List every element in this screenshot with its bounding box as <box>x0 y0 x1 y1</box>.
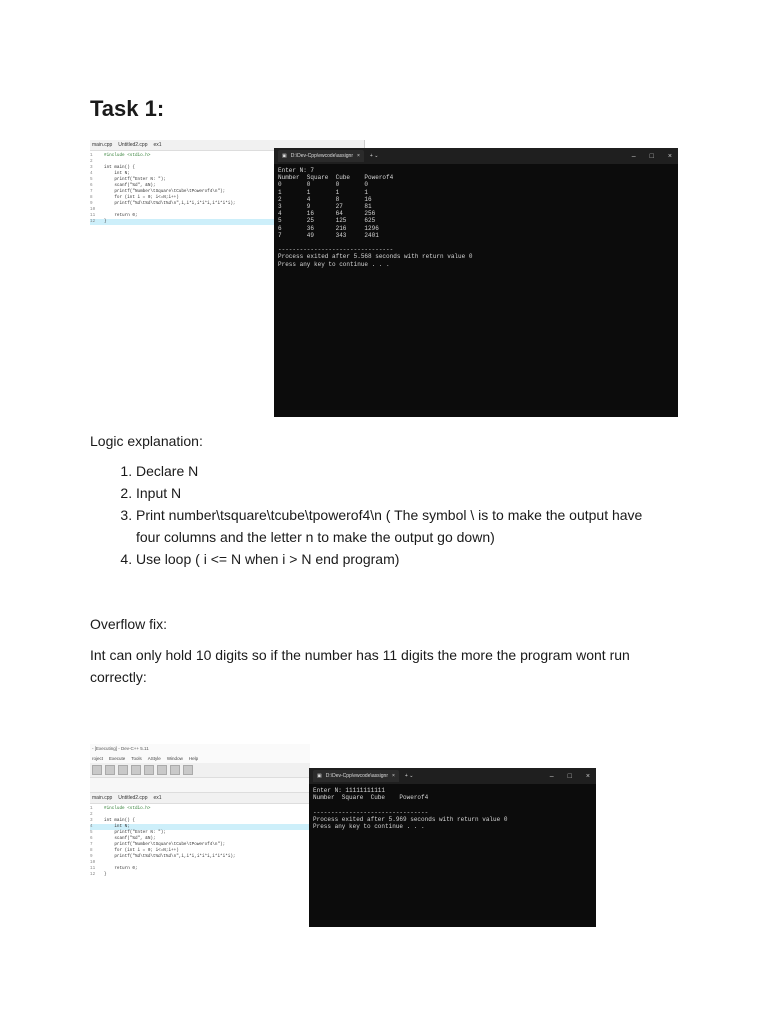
code-text: scanf("%d", &N); <box>104 836 156 841</box>
tab-untitled2[interactable]: Untitled2.cpp <box>118 795 148 801</box>
menu-tools[interactable]: Tools <box>131 756 142 761</box>
line-number: 12 <box>90 219 96 224</box>
maximize-icon[interactable]: □ <box>567 772 572 780</box>
line-number: 9 <box>90 201 93 206</box>
minimize-icon[interactable]: – <box>549 772 554 780</box>
code-text: printf("Number\tSquare\tCube\tPowerof4\n"); <box>104 189 226 194</box>
code-line <box>90 872 310 878</box>
editor-tabs <box>90 793 310 804</box>
line-number: 1 <box>90 153 93 158</box>
tab-main[interactable]: main.cpp <box>92 142 113 148</box>
page-title: Task 1: <box>90 96 165 121</box>
code-text: return 0; <box>104 213 138 218</box>
terminal-icon: ▣ <box>317 773 322 779</box>
terminal-window-2 <box>309 768 596 927</box>
list-item: 2. Input N <box>136 482 657 504</box>
overflow-text: Int can only hold 10 digits so if the number has 11 digits the more the program wont run correctly: <box>90 647 630 685</box>
code-text: #include <stdio.h> <box>104 806 151 811</box>
tab-ex1[interactable]: ex1 <box>153 795 162 801</box>
logic-heading: Logic explanation: <box>90 433 203 449</box>
terminal-output-1: Enter N: 7 Number Square Cube Powerof4 0 0 0 0 1 1 1 1 2 4 8 16 3 9 27 81 4 16 64 256 5 25 125 625 6 36 216 1296 7 49 343 2401 -------------------------------- Process exited after 5.568 seconds with return value 0 Press any key to continue . . . <box>278 167 473 268</box>
line-number: 7 <box>90 189 93 194</box>
code-text: return 0; <box>104 866 138 871</box>
code-text: int N; <box>104 824 130 829</box>
line-number: 5 <box>90 830 93 835</box>
code-text: printf("Enter N: "); <box>104 830 166 835</box>
toolbar-button[interactable] <box>92 765 102 775</box>
code-text: int main() { <box>104 818 135 823</box>
list-item: 4. Use loop ( i <= N when i > N end program) <box>136 548 657 570</box>
minimize-icon[interactable]: – <box>631 152 636 160</box>
line-number: 11 <box>90 866 96 871</box>
toolbar-button[interactable] <box>170 765 180 775</box>
menu-project[interactable]: roject <box>92 756 104 761</box>
toolbar-button[interactable] <box>131 765 141 775</box>
tab-main[interactable]: main.cpp <box>92 795 113 801</box>
line-number: 12 <box>90 872 96 877</box>
toolbar-button[interactable] <box>118 765 128 775</box>
tab-ex1[interactable]: ex1 <box>153 142 162 148</box>
maximize-icon[interactable]: □ <box>649 152 654 160</box>
menu-help[interactable]: Help <box>188 756 199 761</box>
toolbar-button[interactable] <box>105 765 115 775</box>
new-tab-icon[interactable]: + ⌄ <box>369 153 379 159</box>
toolbar-button[interactable] <box>157 765 167 775</box>
terminal-tab[interactable]: ▣ D:\Dev-Cpp\ewcode\assignr × <box>313 770 399 782</box>
ide-editor-2 <box>90 744 310 927</box>
terminal-icon: ▣ <box>282 153 287 159</box>
line-number: 6 <box>90 836 93 841</box>
toolbar-row-2 <box>90 778 310 793</box>
line-number: 8 <box>90 195 93 200</box>
line-number: 3 <box>90 818 93 823</box>
line-number: 2 <box>90 159 93 164</box>
code-text: } <box>104 219 107 224</box>
code-text: printf("%d\t%d\t%d\t%d\n",i,i*i,i*i*i,i*i*i*i); <box>104 854 236 859</box>
close-tab-icon[interactable]: × <box>356 153 360 159</box>
line-number: 6 <box>90 183 93 188</box>
menu-bar <box>90 754 310 763</box>
code-text: #include <stdio.h> <box>104 153 151 158</box>
toolbar-button[interactable] <box>183 765 193 775</box>
menu-execute[interactable]: Execute <box>109 756 126 761</box>
code-text: printf("Enter N: "); <box>104 177 166 182</box>
line-number: 2 <box>90 812 93 817</box>
menu-astyle[interactable]: AStyle <box>147 756 161 761</box>
code-text: for (int i = 0; i<=N;i++) <box>104 848 179 853</box>
new-tab-icon[interactable]: + ⌄ <box>404 773 414 779</box>
terminal-output-2: Enter N: 11111111111 Number Square Cube Powerof4 -------------------------------- Process exited after 5.969 seconds with return value 0 Press any key to continue . . . <box>313 787 508 831</box>
list-item: 3. Print number\tsquare\tcube\tpowerof4\n ( The symbol \ is to make the output have four columns and the letter n to make the output go down) <box>136 504 657 548</box>
ide-toolbar <box>90 763 310 778</box>
line-number: 10 <box>90 860 96 865</box>
list-item: 1. Declare N <box>136 460 657 482</box>
window-controls <box>632 153 678 160</box>
line-number: 1 <box>90 806 93 811</box>
line-number: 10 <box>90 207 96 212</box>
terminal-titlebar <box>274 148 678 164</box>
window-controls <box>550 773 596 780</box>
line-number: 3 <box>90 165 93 170</box>
terminal-tab[interactable]: ▣ D:\Dev-Cpp\ewcode\assignr × <box>278 150 364 162</box>
menu-window[interactable]: Window <box>166 756 183 761</box>
toolbar-button[interactable] <box>144 765 154 775</box>
ide-window-title: - [Executing] - Dev-C++ 5.11 <box>90 744 310 754</box>
screenshot-2 <box>90 744 596 927</box>
code-text: scanf("%d", &N); <box>104 183 156 188</box>
code-text: int N; <box>104 171 130 176</box>
screenshot-1 <box>90 140 678 417</box>
close-icon[interactable]: × <box>667 152 672 160</box>
line-number: 5 <box>90 177 93 182</box>
close-tab-icon[interactable]: × <box>391 773 395 779</box>
terminal-window-1 <box>274 148 678 417</box>
code-text: } <box>104 872 107 877</box>
line-number: 11 <box>90 213 96 218</box>
code-text: for (int i = 0; i<=N;i++) <box>104 195 179 200</box>
line-number: 7 <box>90 842 93 847</box>
code-text: printf("Number\tSquare\tCube\tPowerof4\n"); <box>104 842 226 847</box>
code-block-2 <box>90 804 310 878</box>
code-text: int main() { <box>104 165 135 170</box>
line-number: 4 <box>90 171 93 176</box>
line-number: 8 <box>90 848 93 853</box>
terminal-titlebar <box>309 768 596 784</box>
overflow-heading: Overflow fix: <box>90 616 168 632</box>
line-number: 9 <box>90 854 93 859</box>
tab-untitled2[interactable]: Untitled2.cpp <box>118 142 148 148</box>
close-icon[interactable]: × <box>585 772 590 780</box>
code-text: printf("%d\t%d\t%d\t%d\n",i,i*i,i*i*i,i*i*i*i); <box>104 201 236 206</box>
line-number: 4 <box>90 824 93 829</box>
logic-steps <box>112 460 657 570</box>
